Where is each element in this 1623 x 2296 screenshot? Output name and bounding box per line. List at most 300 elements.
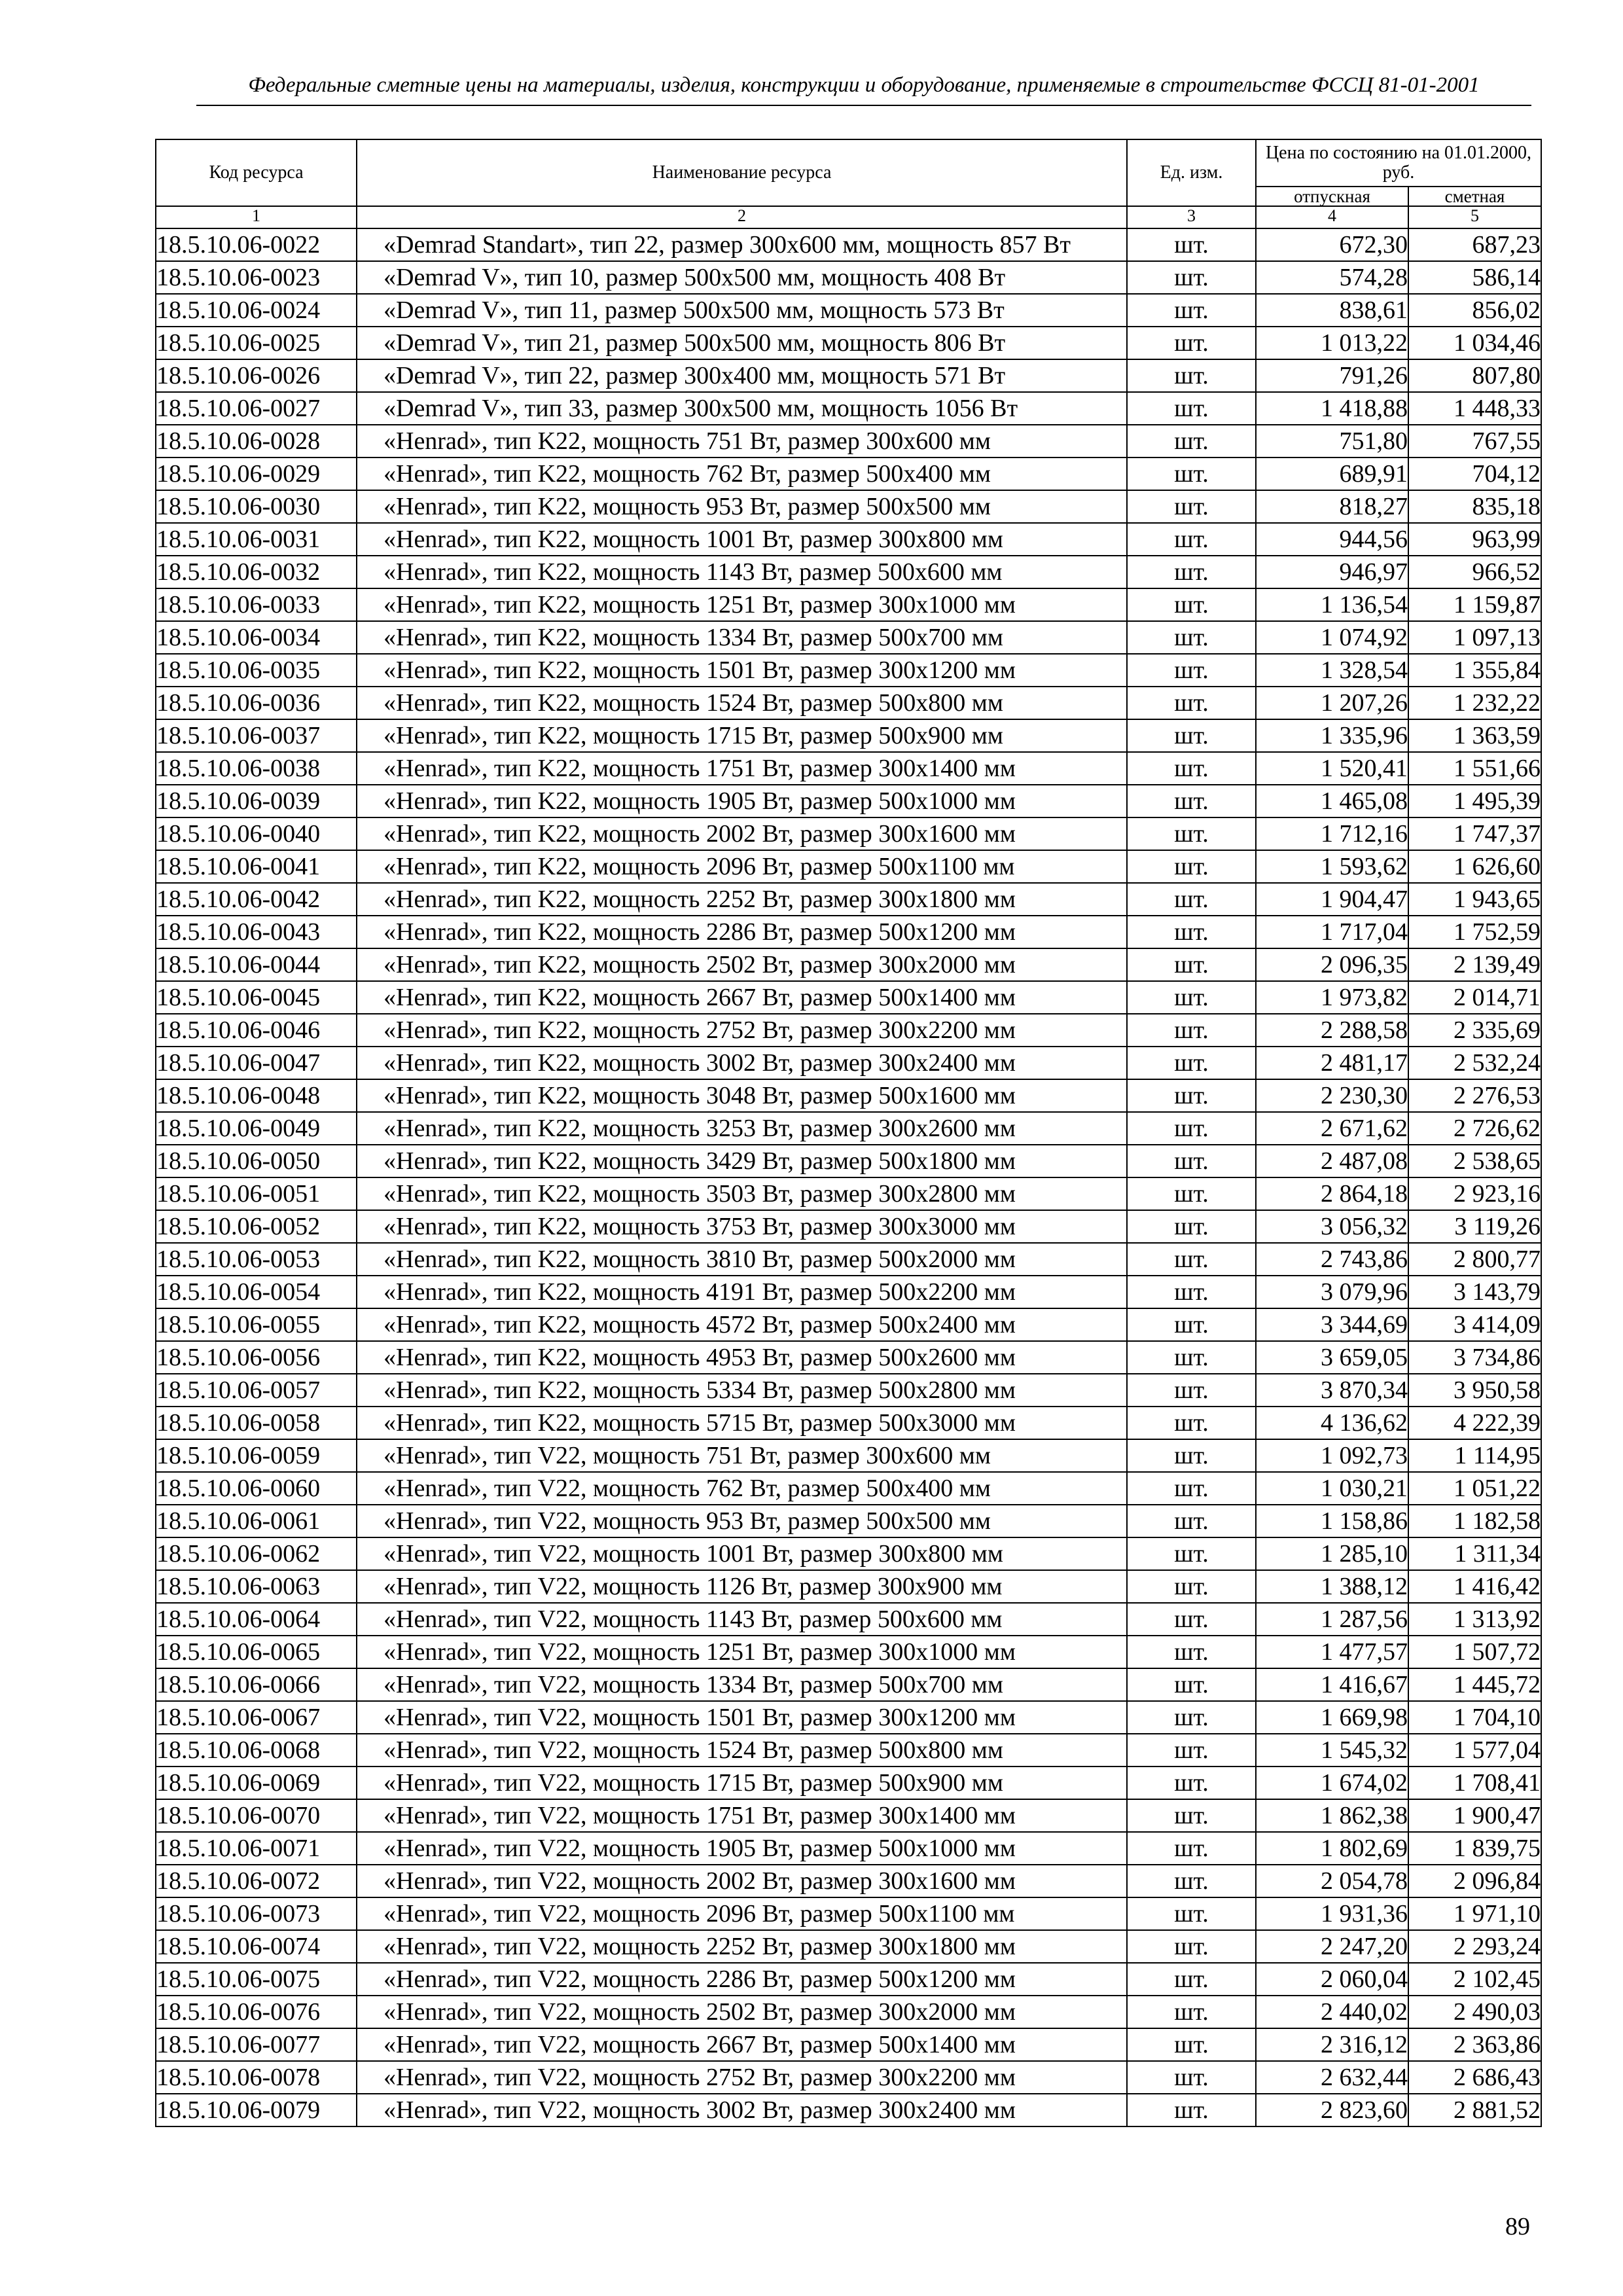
unit-cell: шт. <box>1127 228 1256 261</box>
unit-cell: шт. <box>1127 621 1256 654</box>
wholesale-price-cell: 1 207,26 <box>1256 687 1408 719</box>
table-row <box>156 261 1541 294</box>
unit-cell: шт. <box>1127 1930 1256 1963</box>
resource-name-cell: «Henrad», тип K22, мощность 4953 Вт, размер 500х2600 мм <box>357 1341 1127 1374</box>
wholesale-price-cell: 1 092,73 <box>1256 1439 1408 1472</box>
resource-name-cell: «Henrad», тип K22, мощность 2002 Вт, размер 300х1600 мм <box>357 817 1127 850</box>
estimate-price-cell: 1 051,22 <box>1408 1472 1541 1505</box>
unit-cell: шт. <box>1127 1799 1256 1832</box>
wholesale-price-cell: 2 481,17 <box>1256 1047 1408 1079</box>
resource-code-cell: 18.5.10.06-0048 <box>156 1079 357 1112</box>
table-row <box>156 1897 1541 1930</box>
estimate-price-cell: 2 726,62 <box>1408 1112 1541 1145</box>
resource-name-cell: «Henrad», тип K22, мощность 1001 Вт, размер 300х800 мм <box>357 523 1127 556</box>
resource-name-cell: «Henrad», тип V22, мощность 2002 Вт, размер 300х1600 мм <box>357 1865 1127 1897</box>
resource-name-cell: «Henrad», тип K22, мощность 762 Вт, размер 500х400 мм <box>357 457 1127 490</box>
estimate-price-cell: 767,55 <box>1408 425 1541 457</box>
table-row <box>156 1636 1541 1668</box>
resource-code-cell: 18.5.10.06-0070 <box>156 1799 357 1832</box>
estimate-price-cell: 1 445,72 <box>1408 1668 1541 1701</box>
resource-name-cell: «Henrad», тип V22, мощность 751 Вт, размер 300х600 мм <box>357 1439 1127 1472</box>
estimate-price-cell: 1 577,04 <box>1408 1734 1541 1767</box>
wholesale-price-cell: 2 316,12 <box>1256 2028 1408 2061</box>
resource-code-cell: 18.5.10.06-0065 <box>156 1636 357 1668</box>
resource-name-cell: «Henrad», тип K22, мощность 5334 Вт, размер 500х2800 мм <box>357 1374 1127 1407</box>
unit-cell: шт. <box>1127 1701 1256 1734</box>
wholesale-price-cell: 1 717,04 <box>1256 916 1408 948</box>
table-row <box>156 621 1541 654</box>
table-row <box>156 1570 1541 1603</box>
resource-name-cell: «Henrad», тип V22, мощность 3002 Вт, размер 300х2400 мм <box>357 2094 1127 2126</box>
unit-cell: шт. <box>1127 523 1256 556</box>
table-row <box>156 2028 1541 2061</box>
resource-code-cell: 18.5.10.06-0047 <box>156 1047 357 1079</box>
resource-name-cell: «Henrad», тип K22, мощность 3048 Вт, размер 500х1600 мм <box>357 1079 1127 1112</box>
resource-code-cell: 18.5.10.06-0050 <box>156 1145 357 1177</box>
resource-code-cell: 18.5.10.06-0049 <box>156 1112 357 1145</box>
estimate-price-cell: 835,18 <box>1408 490 1541 523</box>
resource-name-cell: «Demrad V», тип 22, размер 300х400 мм, мощность 571 Вт <box>357 359 1127 392</box>
wholesale-price-cell: 2 487,08 <box>1256 1145 1408 1177</box>
table-row <box>156 1145 1541 1177</box>
wholesale-price-cell: 1 158,86 <box>1256 1505 1408 1537</box>
estimate-price-cell: 2 139,49 <box>1408 948 1541 981</box>
resource-name-cell: «Henrad», тип V22, мощность 2667 Вт, размер 500х1400 мм <box>357 2028 1127 2061</box>
unit-cell: шт. <box>1127 850 1256 883</box>
resource-code-cell: 18.5.10.06-0068 <box>156 1734 357 1767</box>
resource-name-cell: «Henrad», тип K22, мощность 2752 Вт, размер 300х2200 мм <box>357 1014 1127 1047</box>
wholesale-price-cell: 946,97 <box>1256 556 1408 588</box>
resource-name-cell: «Henrad», тип V22, мощность 953 Вт, размер 500х500 мм <box>357 1505 1127 1537</box>
unit-cell: шт. <box>1127 1963 1256 1996</box>
unit-cell: шт. <box>1127 1505 1256 1537</box>
resource-name-cell: «Henrad», тип K22, мощность 1524 Вт, размер 500х800 мм <box>357 687 1127 719</box>
unit-cell: шт. <box>1127 490 1256 523</box>
estimate-price-cell: 3 143,79 <box>1408 1276 1541 1308</box>
table-row <box>156 294 1541 327</box>
resource-code-cell: 18.5.10.06-0063 <box>156 1570 357 1603</box>
wholesale-price-cell: 791,26 <box>1256 359 1408 392</box>
estimate-price-cell: 1 626,60 <box>1408 850 1541 883</box>
column-number: 1 <box>156 206 357 228</box>
estimate-price-cell: 1 448,33 <box>1408 392 1541 425</box>
resource-code-cell: 18.5.10.06-0036 <box>156 687 357 719</box>
resource-name-cell: «Henrad», тип K22, мощность 2096 Вт, размер 500х1100 мм <box>357 850 1127 883</box>
page-number: 89 <box>1505 2213 1530 2240</box>
wholesale-price-cell: 2 060,04 <box>1256 1963 1408 1996</box>
table-row <box>156 883 1541 916</box>
table-row <box>156 1505 1541 1537</box>
resource-name-cell: «Henrad», тип K22, мощность 1715 Вт, размер 500х900 мм <box>357 719 1127 752</box>
table-row <box>156 1112 1541 1145</box>
resource-code-cell: 18.5.10.06-0041 <box>156 850 357 883</box>
resource-name-cell: «Henrad», тип K22, мощность 5715 Вт, размер 500х3000 мм <box>357 1407 1127 1439</box>
resource-code-cell: 18.5.10.06-0026 <box>156 359 357 392</box>
estimate-price-cell: 2 363,86 <box>1408 2028 1541 2061</box>
header-rule <box>196 105 1531 106</box>
resource-code-cell: 18.5.10.06-0033 <box>156 588 357 621</box>
estimate-price-cell: 1 182,58 <box>1408 1505 1541 1537</box>
header-code: Код ресурса <box>156 139 357 206</box>
estimate-price-cell: 2 532,24 <box>1408 1047 1541 1079</box>
estimate-price-cell: 1 232,22 <box>1408 687 1541 719</box>
wholesale-price-cell: 1 931,36 <box>1256 1897 1408 1930</box>
resource-code-cell: 18.5.10.06-0076 <box>156 1996 357 2028</box>
estimate-price-cell: 3 119,26 <box>1408 1210 1541 1243</box>
estimate-price-cell: 1 747,37 <box>1408 817 1541 850</box>
wholesale-price-cell: 944,56 <box>1256 523 1408 556</box>
resource-name-cell: «Henrad», тип V22, мощность 1501 Вт, размер 300х1200 мм <box>357 1701 1127 1734</box>
resource-name-cell: «Henrad», тип K22, мощность 2252 Вт, размер 300х1800 мм <box>357 883 1127 916</box>
table-row <box>156 948 1541 981</box>
resource-name-cell: «Henrad», тип V22, мощность 1715 Вт, размер 500х900 мм <box>357 1767 1127 1799</box>
estimate-price-cell: 1 495,39 <box>1408 785 1541 817</box>
estimate-price-cell: 2 538,65 <box>1408 1145 1541 1177</box>
unit-cell: шт. <box>1127 1897 1256 1930</box>
resource-name-cell: «Demrad V», тип 11, размер 500х500 мм, мощность 573 Вт <box>357 294 1127 327</box>
resource-name-cell: «Henrad», тип V22, мощность 2252 Вт, размер 300х1800 мм <box>357 1930 1127 1963</box>
wholesale-price-cell: 3 870,34 <box>1256 1374 1408 1407</box>
unit-cell: шт. <box>1127 654 1256 687</box>
estimate-price-cell: 2 490,03 <box>1408 1996 1541 2028</box>
wholesale-price-cell: 1 904,47 <box>1256 883 1408 916</box>
unit-cell: шт. <box>1127 1177 1256 1210</box>
resource-code-cell: 18.5.10.06-0024 <box>156 294 357 327</box>
unit-cell: шт. <box>1127 1145 1256 1177</box>
resource-code-cell: 18.5.10.06-0042 <box>156 883 357 916</box>
unit-cell: шт. <box>1127 1014 1256 1047</box>
resource-code-cell: 18.5.10.06-0029 <box>156 457 357 490</box>
resource-name-cell: «Henrad», тип V22, мощность 1001 Вт, размер 300х800 мм <box>357 1537 1127 1570</box>
table-row <box>156 1701 1541 1734</box>
resource-name-cell: «Henrad», тип K22, мощность 3810 Вт, размер 500х2000 мм <box>357 1243 1127 1276</box>
resource-code-cell: 18.5.10.06-0035 <box>156 654 357 687</box>
wholesale-price-cell: 3 659,05 <box>1256 1341 1408 1374</box>
estimate-price-cell: 966,52 <box>1408 556 1541 588</box>
unit-cell: шт. <box>1127 294 1256 327</box>
estimate-price-cell: 3 414,09 <box>1408 1308 1541 1341</box>
table-row <box>156 425 1541 457</box>
unit-cell: шт. <box>1127 1276 1256 1308</box>
estimate-price-cell: 586,14 <box>1408 261 1541 294</box>
wholesale-price-cell: 2 864,18 <box>1256 1177 1408 1210</box>
resource-code-cell: 18.5.10.06-0032 <box>156 556 357 588</box>
wholesale-price-cell: 1 388,12 <box>1256 1570 1408 1603</box>
resource-code-cell: 18.5.10.06-0060 <box>156 1472 357 1505</box>
resource-code-cell: 18.5.10.06-0061 <box>156 1505 357 1537</box>
resource-name-cell: «Henrad», тип K22, мощность 4572 Вт, размер 500х2400 мм <box>357 1308 1127 1341</box>
unit-cell: шт. <box>1127 883 1256 916</box>
resource-code-cell: 18.5.10.06-0056 <box>156 1341 357 1374</box>
resource-code-cell: 18.5.10.06-0034 <box>156 621 357 654</box>
wholesale-price-cell: 1 418,88 <box>1256 392 1408 425</box>
resource-code-cell: 18.5.10.06-0077 <box>156 2028 357 2061</box>
estimate-price-cell: 2 096,84 <box>1408 1865 1541 1897</box>
estimate-price-cell: 2 014,71 <box>1408 981 1541 1014</box>
resource-code-cell: 18.5.10.06-0069 <box>156 1767 357 1799</box>
wholesale-price-cell: 818,27 <box>1256 490 1408 523</box>
table-row <box>156 457 1541 490</box>
estimate-price-cell: 1 034,46 <box>1408 327 1541 359</box>
table-row <box>156 588 1541 621</box>
estimate-price-cell: 1 839,75 <box>1408 1832 1541 1865</box>
resource-code-cell: 18.5.10.06-0062 <box>156 1537 357 1570</box>
column-number: 4 <box>1256 206 1408 228</box>
table-row <box>156 1963 1541 1996</box>
resource-name-cell: «Henrad», тип V22, мощность 1751 Вт, размер 300х1400 мм <box>357 1799 1127 1832</box>
resource-name-cell: «Demrad V», тип 33, размер 300х500 мм, мощность 1056 Вт <box>357 392 1127 425</box>
resource-name-cell: «Henrad», тип V22, мощность 1334 Вт, размер 500х700 мм <box>357 1668 1127 1701</box>
column-number: 5 <box>1408 206 1541 228</box>
wholesale-price-cell: 1 465,08 <box>1256 785 1408 817</box>
resource-name-cell: «Henrad», тип V22, мощность 2502 Вт, размер 300х2000 мм <box>357 1996 1127 2028</box>
estimate-price-cell: 807,80 <box>1408 359 1541 392</box>
resource-name-cell: «Henrad», тип V22, мощность 1905 Вт, размер 500х1000 мм <box>357 1832 1127 1865</box>
unit-cell: шт. <box>1127 1537 1256 1570</box>
estimate-price-cell: 1 971,10 <box>1408 1897 1541 1930</box>
wholesale-price-cell: 4 136,62 <box>1256 1407 1408 1439</box>
resource-code-cell: 18.5.10.06-0064 <box>156 1603 357 1636</box>
estimate-price-cell: 2 293,24 <box>1408 1930 1541 1963</box>
resource-code-cell: 18.5.10.06-0054 <box>156 1276 357 1308</box>
resource-code-cell: 18.5.10.06-0045 <box>156 981 357 1014</box>
wholesale-price-cell: 1 712,16 <box>1256 817 1408 850</box>
wholesale-price-cell: 1 973,82 <box>1256 981 1408 1014</box>
estimate-price-cell: 704,12 <box>1408 457 1541 490</box>
wholesale-price-cell: 2 054,78 <box>1256 1865 1408 1897</box>
wholesale-price-cell: 1 674,02 <box>1256 1767 1408 1799</box>
wholesale-price-cell: 2 440,02 <box>1256 1996 1408 2028</box>
unit-cell: шт. <box>1127 981 1256 1014</box>
table-row <box>156 1439 1541 1472</box>
resource-name-cell: «Henrad», тип K22, мощность 2286 Вт, размер 500х1200 мм <box>357 916 1127 948</box>
wholesale-price-cell: 3 079,96 <box>1256 1276 1408 1308</box>
wholesale-price-cell: 1 520,41 <box>1256 752 1408 785</box>
estimate-price-cell: 4 222,39 <box>1408 1407 1541 1439</box>
unit-cell: шт. <box>1127 359 1256 392</box>
resource-code-cell: 18.5.10.06-0079 <box>156 2094 357 2126</box>
resource-code-cell: 18.5.10.06-0051 <box>156 1177 357 1210</box>
resource-name-cell: «Henrad», тип K22, мощность 1905 Вт, размер 500х1000 мм <box>357 785 1127 817</box>
column-number: 2 <box>357 206 1127 228</box>
unit-cell: шт. <box>1127 457 1256 490</box>
resource-code-cell: 18.5.10.06-0073 <box>156 1897 357 1930</box>
wholesale-price-cell: 1 287,56 <box>1256 1603 1408 1636</box>
resource-name-cell: «Henrad», тип K22, мощность 1751 Вт, размер 300х1400 мм <box>357 752 1127 785</box>
table-row <box>156 1014 1541 1047</box>
estimate-price-cell: 2 686,43 <box>1408 2061 1541 2094</box>
resource-name-cell: «Henrad», тип K22, мощность 4191 Вт, размер 500х2200 мм <box>357 1276 1127 1308</box>
unit-cell: шт. <box>1127 1472 1256 1505</box>
wholesale-price-cell: 1 030,21 <box>1256 1472 1408 1505</box>
resource-name-cell: «Henrad», тип K22, мощность 1251 Вт, размер 300х1000 мм <box>357 588 1127 621</box>
resource-code-cell: 18.5.10.06-0071 <box>156 1832 357 1865</box>
table-row <box>156 1308 1541 1341</box>
estimate-price-cell: 2 881,52 <box>1408 2094 1541 2126</box>
wholesale-price-cell: 2 247,20 <box>1256 1930 1408 1963</box>
wholesale-price-cell: 1 545,32 <box>1256 1734 1408 1767</box>
wholesale-price-cell: 1 802,69 <box>1256 1832 1408 1865</box>
table-row <box>156 785 1541 817</box>
unit-cell: шт. <box>1127 556 1256 588</box>
header-name: Наименование ресурса <box>357 139 1127 206</box>
table-row <box>156 1407 1541 1439</box>
resource-code-cell: 18.5.10.06-0039 <box>156 785 357 817</box>
unit-cell: шт. <box>1127 1865 1256 1897</box>
header-unit: Ед. изм. <box>1127 139 1256 206</box>
column-number-row <box>156 206 1541 228</box>
resource-name-cell: «Henrad», тип K22, мощность 1143 Вт, размер 500х600 мм <box>357 556 1127 588</box>
table-row <box>156 1930 1541 1963</box>
table-row <box>156 2061 1541 2094</box>
resource-name-cell: «Henrad», тип K22, мощность 3753 Вт, размер 300х3000 мм <box>357 1210 1127 1243</box>
table-row <box>156 490 1541 523</box>
unit-cell: шт. <box>1127 1407 1256 1439</box>
table-row <box>156 556 1541 588</box>
unit-cell: шт. <box>1127 1439 1256 1472</box>
resource-name-cell: «Henrad», тип K22, мощность 953 Вт, размер 500х500 мм <box>357 490 1127 523</box>
estimate-price-cell: 856,02 <box>1408 294 1541 327</box>
unit-cell: шт. <box>1127 1636 1256 1668</box>
unit-cell: шт. <box>1127 425 1256 457</box>
resource-code-cell: 18.5.10.06-0057 <box>156 1374 357 1407</box>
table-row <box>156 1734 1541 1767</box>
wholesale-price-cell: 1 074,92 <box>1256 621 1408 654</box>
estimate-price-cell: 1 943,65 <box>1408 883 1541 916</box>
unit-cell: шт. <box>1127 1996 1256 2028</box>
resource-name-cell: «Henrad», тип K22, мощность 1501 Вт, размер 300х1200 мм <box>357 654 1127 687</box>
resource-name-cell: «Demrad V», тип 21, размер 500х500 мм, мощность 806 Вт <box>357 327 1127 359</box>
unit-cell: шт. <box>1127 1210 1256 1243</box>
wholesale-price-cell: 2 743,86 <box>1256 1243 1408 1276</box>
resource-code-cell: 18.5.10.06-0028 <box>156 425 357 457</box>
resource-code-cell: 18.5.10.06-0027 <box>156 392 357 425</box>
table-row <box>156 916 1541 948</box>
table-row <box>156 981 1541 1014</box>
wholesale-price-cell: 751,80 <box>1256 425 1408 457</box>
resource-code-cell: 18.5.10.06-0022 <box>156 228 357 261</box>
estimate-price-cell: 1 159,87 <box>1408 588 1541 621</box>
table-row <box>156 359 1541 392</box>
table-row <box>156 654 1541 687</box>
table-row <box>156 1341 1541 1374</box>
unit-cell: шт. <box>1127 752 1256 785</box>
table-row <box>156 719 1541 752</box>
wholesale-price-cell: 574,28 <box>1256 261 1408 294</box>
resource-code-cell: 18.5.10.06-0030 <box>156 490 357 523</box>
unit-cell: шт. <box>1127 1308 1256 1341</box>
wholesale-price-cell: 689,91 <box>1256 457 1408 490</box>
wholesale-price-cell: 1 416,67 <box>1256 1668 1408 1701</box>
resource-name-cell: «Henrad», тип K22, мощность 3503 Вт, размер 300х2800 мм <box>357 1177 1127 1210</box>
unit-cell: шт. <box>1127 1047 1256 1079</box>
resource-code-cell: 18.5.10.06-0025 <box>156 327 357 359</box>
wholesale-price-cell: 838,61 <box>1256 294 1408 327</box>
resource-name-cell: «Henrad», тип K22, мощность 3002 Вт, размер 300х2400 мм <box>357 1047 1127 1079</box>
estimate-price-cell: 3 950,58 <box>1408 1374 1541 1407</box>
resource-code-cell: 18.5.10.06-0075 <box>156 1963 357 1996</box>
resource-code-cell: 18.5.10.06-0031 <box>156 523 357 556</box>
table-row <box>156 1832 1541 1865</box>
table-row <box>156 687 1541 719</box>
table-row <box>156 1047 1541 1079</box>
resource-name-cell: «Henrad», тип V22, мощность 1143 Вт, размер 500х600 мм <box>357 1603 1127 1636</box>
estimate-price-cell: 687,23 <box>1408 228 1541 261</box>
table-row <box>156 752 1541 785</box>
unit-cell: шт. <box>1127 1341 1256 1374</box>
wholesale-price-cell: 1 335,96 <box>1256 719 1408 752</box>
resource-code-cell: 18.5.10.06-0037 <box>156 719 357 752</box>
estimate-price-cell: 1 313,92 <box>1408 1603 1541 1636</box>
unit-cell: шт. <box>1127 1668 1256 1701</box>
unit-cell: шт. <box>1127 2028 1256 2061</box>
estimate-price-cell: 1 708,41 <box>1408 1767 1541 1799</box>
table-row <box>156 1079 1541 1112</box>
wholesale-price-cell: 1 136,54 <box>1256 588 1408 621</box>
unit-cell: шт. <box>1127 2094 1256 2126</box>
table-row <box>156 1243 1541 1276</box>
resource-code-cell: 18.5.10.06-0052 <box>156 1210 357 1243</box>
wholesale-price-cell: 672,30 <box>1256 228 1408 261</box>
unit-cell: шт. <box>1127 1832 1256 1865</box>
unit-cell: шт. <box>1127 1603 1256 1636</box>
wholesale-price-cell: 3 056,32 <box>1256 1210 1408 1243</box>
resource-code-cell: 18.5.10.06-0067 <box>156 1701 357 1734</box>
unit-cell: шт. <box>1127 1112 1256 1145</box>
wholesale-price-cell: 2 096,35 <box>1256 948 1408 981</box>
table-row <box>156 2094 1541 2126</box>
estimate-price-cell: 1 551,66 <box>1408 752 1541 785</box>
table-row <box>156 850 1541 883</box>
estimate-price-cell: 1 355,84 <box>1408 654 1541 687</box>
wholesale-price-cell: 3 344,69 <box>1256 1308 1408 1341</box>
unit-cell: шт. <box>1127 392 1256 425</box>
resource-name-cell: «Henrad», тип V22, мощность 2752 Вт, размер 300х2200 мм <box>357 2061 1127 2094</box>
table-row <box>156 1177 1541 1210</box>
resource-code-cell: 18.5.10.06-0072 <box>156 1865 357 1897</box>
wholesale-price-cell: 2 230,30 <box>1256 1079 1408 1112</box>
wholesale-price-cell: 1 862,38 <box>1256 1799 1408 1832</box>
estimate-price-cell: 1 416,42 <box>1408 1570 1541 1603</box>
resource-code-cell: 18.5.10.06-0055 <box>156 1308 357 1341</box>
unit-cell: шт. <box>1127 719 1256 752</box>
estimate-price-cell: 2 276,53 <box>1408 1079 1541 1112</box>
table-row <box>156 392 1541 425</box>
running-header: Федеральные сметные цены на материалы, изделия, конструкции и оборудование, применяемые в строительстве ФССЦ 81-01-2001 <box>248 73 1480 97</box>
wholesale-price-cell: 1 669,98 <box>1256 1701 1408 1734</box>
estimate-price-cell: 1 097,13 <box>1408 621 1541 654</box>
wholesale-price-cell: 1 593,62 <box>1256 850 1408 883</box>
resource-name-cell: «Henrad», тип K22, мощность 2502 Вт, размер 300х2000 мм <box>357 948 1127 981</box>
estimate-price-cell: 1 507,72 <box>1408 1636 1541 1668</box>
unit-cell: шт. <box>1127 261 1256 294</box>
resource-code-cell: 18.5.10.06-0053 <box>156 1243 357 1276</box>
resource-code-cell: 18.5.10.06-0040 <box>156 817 357 850</box>
table-row <box>156 1472 1541 1505</box>
unit-cell: шт. <box>1127 1570 1256 1603</box>
resource-code-cell: 18.5.10.06-0058 <box>156 1407 357 1439</box>
column-number: 3 <box>1127 206 1256 228</box>
estimate-price-cell: 1 311,34 <box>1408 1537 1541 1570</box>
unit-cell: шт. <box>1127 588 1256 621</box>
resource-name-cell: «Henrad», тип V22, мощность 762 Вт, размер 500х400 мм <box>357 1472 1127 1505</box>
resource-name-cell: «Henrad», тип K22, мощность 1334 Вт, размер 500х700 мм <box>357 621 1127 654</box>
table-row <box>156 1374 1541 1407</box>
resource-code-cell: 18.5.10.06-0046 <box>156 1014 357 1047</box>
wholesale-price-cell: 2 823,60 <box>1256 2094 1408 2126</box>
resource-code-cell: 18.5.10.06-0059 <box>156 1439 357 1472</box>
table-row <box>156 228 1541 261</box>
